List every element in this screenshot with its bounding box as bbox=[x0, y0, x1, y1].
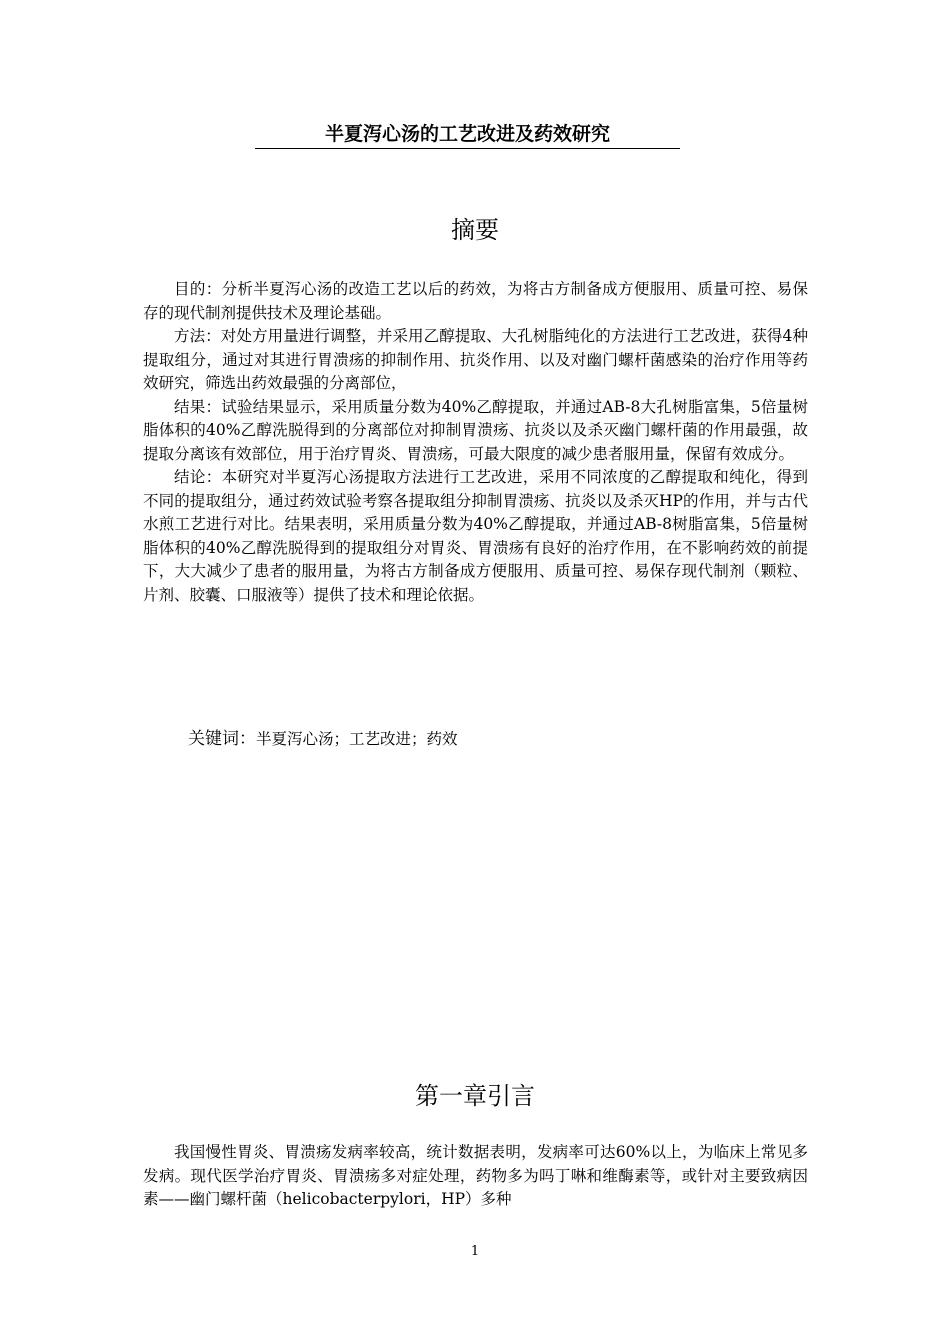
abstract-body bbox=[143, 278, 808, 607]
abstract-paragraph-method: 方法：对处方用量进行调整，并采用乙醇提取、大孔树脂纯化的方法进行工艺改进，获得4种提取组分，通过对其进行胃溃疡的抑制作用、抗炎作用、以及对幽门螺杆菌感染的治疗作用等药效研究，筛选出药效最强的分离部位， bbox=[143, 327, 808, 392]
document-title-container bbox=[255, 122, 680, 149]
keywords-label: 关键词： bbox=[188, 729, 256, 749]
abstract-paragraph-purpose: 目的：分析半夏泻心汤的改造工艺以后的药效，为将古方制备成方便服用、质量可控、易保存的现代制剂提供技术及理论基础。 bbox=[143, 280, 808, 322]
chapter-paragraph: 我国慢性胃炎、胃溃疡发病率较高，统计数据表明，发病率可达60%以上，为临床上常见多发病。现代医学治疗胃炎、胃溃疡多对症处理，药物多为吗丁啉和维酶素等，或针对主要致病因素——幽门螺杆菌（helicobacterpylori，HP）多种 bbox=[143, 1143, 808, 1208]
keywords-value: 半夏泻心汤；工艺改进；药效 bbox=[256, 730, 458, 748]
abstract-heading: 摘要 bbox=[451, 216, 499, 244]
abstract-paragraph-result: 结果：试验结果显示，采用质量分数为40%乙醇提取，并通过AB-8大孔树脂富集，5倍量树脂体积的40%乙醇洗脱得到的分离部位对抑制胃溃疡、抗炎以及杀灭幽门螺杆菌的作用最强，故提取分离该有效部位，用于治疗胃炎、胃溃疡，可最大限度的减少患者服用量，保留有效成分。 bbox=[143, 397, 808, 463]
chapter-heading: 第一章引言 bbox=[415, 1082, 535, 1110]
keywords-line bbox=[188, 726, 458, 752]
chapter-body bbox=[143, 1141, 808, 1212]
page-number: 1 bbox=[470, 1244, 480, 1259]
document-title: 半夏泻心汤的工艺改进及药效研究 bbox=[324, 123, 610, 145]
abstract-paragraph-conclusion: 结论：本研究对半夏泻心汤提取方法进行工艺改进，采用不同浓度的乙醇提取和纯化，得到不同的提取组分，通过药效试验考察各提取组分抑制胃溃疡、抗炎以及杀灭HP的作用，并与古代水煎工艺进行对比。结果表明，采用质量分数为40%乙醇提取，并通过AB-8树脂富集，5倍量树脂体积的40%乙醇洗脱得到的提取组分对胃炎、胃溃疡有良好的治疗作用，在不影响药效的前提下，大大减少了患者的服用量，为将古方制备成方便服用、质量可控、易保存现代制剂（颗粒、片剂、胶囊、口服液等）提供了技术和理论依据。 bbox=[143, 468, 808, 604]
